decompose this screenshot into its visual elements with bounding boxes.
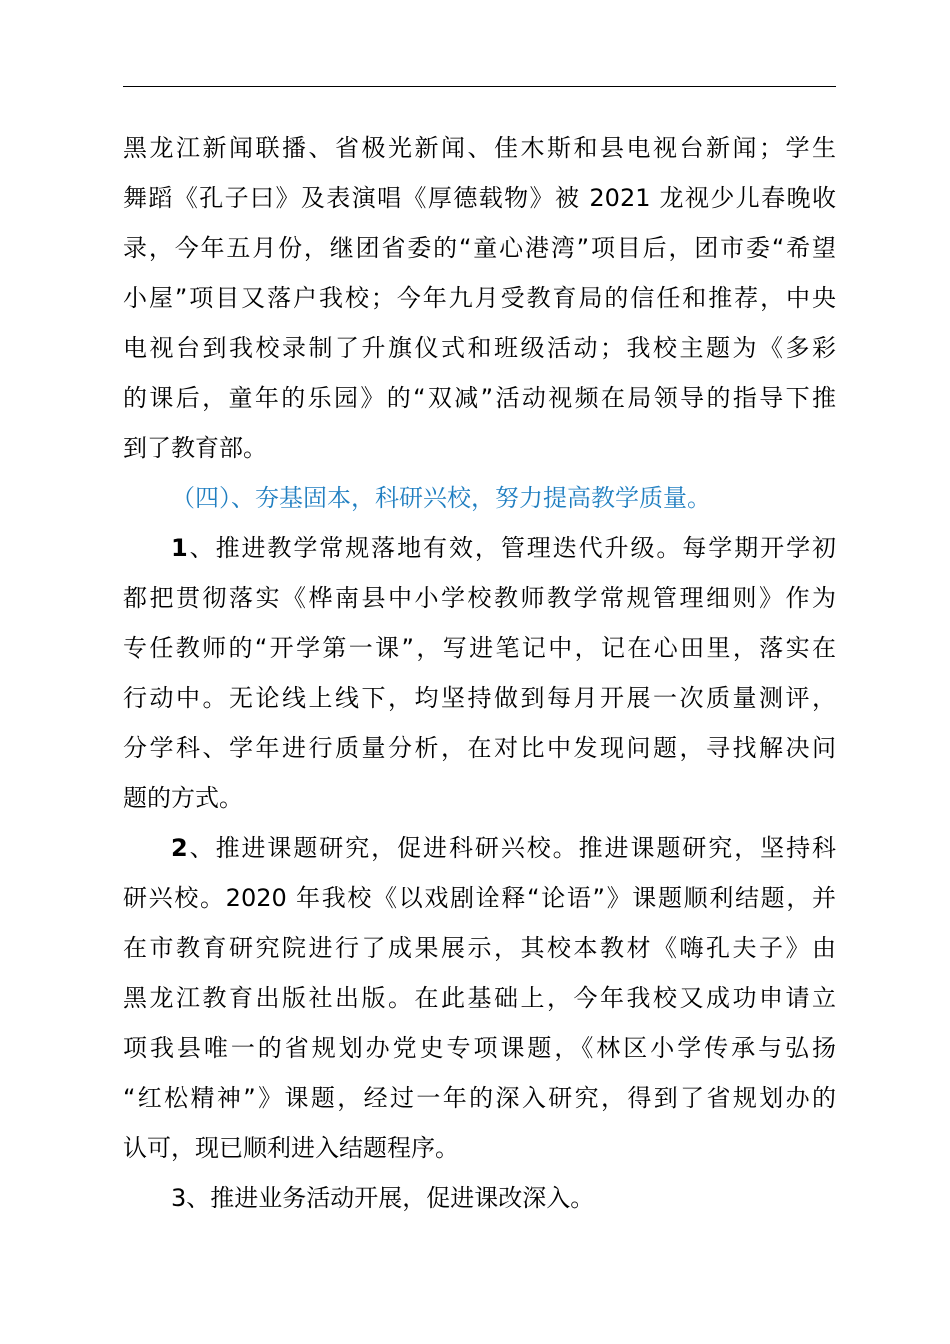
text-line: 舞蹈《孔子曰》及表演唱《厚德载物》被 2021 龙视少儿春晚收 [123,184,836,212]
header-rule [123,86,836,87]
paragraph-2-first-line [171,831,836,865]
text-line: 项我县唯一的省规划办党史专项课题，《林区小学传承与弘扬 [123,1034,836,1062]
text-line: 研兴校。2020 年我校《以戏剧诠释“论语”》课题顺利结题，并 [123,884,836,912]
text-line: 电视台到我校录制了升旗仪式和班级活动；我校主题为《多彩 [123,334,836,362]
text-line: 小屋”项目又落户我校；今年九月受教育局的信任和推荐，中央 [123,284,836,312]
paragraph-3-line: 3、推进业务活动开展，促进课改深入。 [171,1184,595,1212]
paragraph-1-first-line [171,531,836,565]
section-heading: （四）、夯基固本，科研兴校，努力提高教学质量。 [171,484,711,512]
text-span: 、推进课题研究，促进科研兴校。推进课题研究，坚持科 [187,834,836,862]
item-number: 2 [171,834,188,862]
text-line: 黑龙江教育出版社出版。在此基础上，今年我校又成功申请立 [123,984,836,1012]
text-line: 录，今年五月份，继团省委的“童心港湾”项目后，团市委“希望 [123,234,836,262]
text-line: “红松精神”》课题，经过一年的深入研究，得到了省规划办的 [123,1084,836,1112]
text-line: 黑龙江新闻联播、省极光新闻、佳木斯和县电视台新闻；学生 [123,134,836,162]
text-line: 都把贯彻落实《桦南县中小学校教师教学常规管理细则》作为 [123,584,836,612]
text-line: 在市教育研究院进行了成果展示，其校本教材《嗨孔夫子》由 [123,934,836,962]
text-line: 到了教育部。 [123,434,267,462]
text-line: 专任教师的“开学第一课”，写进笔记中，记在心田里，落实在 [123,634,836,662]
text-span: 、推进教学常规落地有效，管理迭代升级。每学期开学初 [187,534,836,562]
text-line: 分学科、学年进行质量分析，在对比中发现问题，寻找解决问 [123,734,836,762]
text-line: 的课后，童年的乐园》的“双减”活动视频在局领导的指导下推 [123,384,836,412]
item-number: 1 [171,534,188,562]
text-line: 行动中。无论线上线下，均坚持做到每月开展一次质量测评， [123,684,836,712]
text-line: 题的方式。 [123,784,243,812]
text-line: 认可，现已顺利进入结题程序。 [123,1134,459,1162]
